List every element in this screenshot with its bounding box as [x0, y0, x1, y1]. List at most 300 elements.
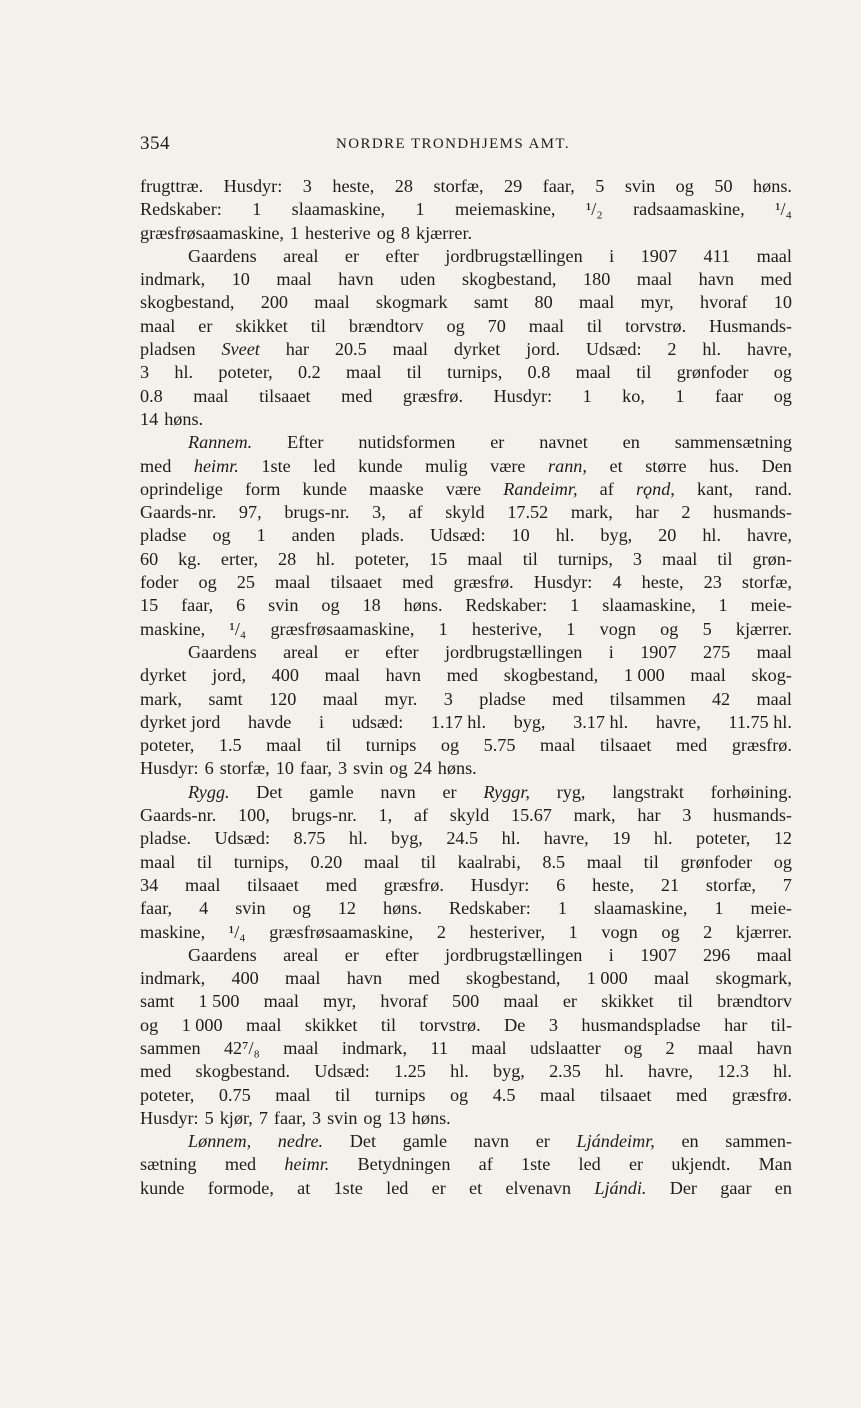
- word: efter: [385, 641, 419, 662]
- word: ¹/₂: [585, 199, 603, 220]
- word: 97,: [238, 502, 262, 523]
- word: ryg,: [556, 781, 586, 802]
- text-line: [140, 711, 792, 734]
- word: maal: [314, 292, 350, 313]
- word: 2: [665, 1037, 675, 1058]
- word: dyrket: [140, 665, 187, 686]
- word: 2: [436, 921, 446, 942]
- text-line: [140, 408, 792, 431]
- word: er: [442, 781, 457, 802]
- word: 19: [612, 828, 631, 849]
- word: 20: [658, 525, 677, 546]
- word: er: [198, 315, 213, 336]
- word: maal: [346, 362, 382, 383]
- word: Den: [761, 455, 792, 476]
- word: 20.5: [334, 339, 367, 360]
- word: af: [478, 1154, 493, 1175]
- word: maal: [539, 735, 576, 756]
- word: led: [313, 455, 336, 476]
- word: i: [608, 641, 614, 662]
- word: og: [661, 921, 680, 942]
- word: skikket: [304, 1014, 358, 1035]
- word: 1: [289, 222, 300, 243]
- word: 12: [337, 898, 356, 919]
- word: meiemaskine,: [454, 199, 556, 220]
- word: sammen-: [725, 1131, 792, 1152]
- word: torvstrø.: [625, 315, 687, 336]
- word: rand.: [755, 478, 792, 499]
- word: havn: [698, 269, 735, 290]
- running-title: NORDRE TRONDHJEMS AMT.: [336, 136, 571, 152]
- word: pladsen: [140, 339, 196, 360]
- word: meie-: [750, 898, 792, 919]
- word: pladse.: [140, 828, 192, 849]
- word: med: [446, 665, 479, 686]
- word: formode,: [207, 1177, 274, 1198]
- word: havre,: [648, 1061, 693, 1082]
- text-line: [140, 571, 792, 594]
- word: maal: [322, 688, 359, 709]
- word: tilsaaet: [330, 572, 382, 593]
- word: til: [636, 362, 652, 383]
- text-line: [140, 874, 792, 897]
- word: 400: [231, 968, 259, 989]
- word: grønfoder: [680, 851, 753, 872]
- word: samt: [208, 688, 243, 709]
- word: skikket: [235, 315, 288, 336]
- word: til: [326, 735, 342, 756]
- text-line: [140, 851, 792, 874]
- word: og: [623, 1037, 643, 1058]
- word: 1: [566, 618, 576, 639]
- word: Gaardens: [188, 245, 257, 266]
- word: maal: [756, 944, 792, 965]
- word: 411: [703, 245, 731, 266]
- word: uden: [400, 269, 436, 290]
- word: tilsaaet: [247, 874, 299, 895]
- word: til: [677, 991, 693, 1012]
- word: hl.: [450, 1061, 469, 1082]
- word: 50: [714, 176, 733, 196]
- word: svin: [624, 176, 656, 196]
- word: areal: [283, 641, 319, 662]
- word: 200: [260, 292, 289, 313]
- word: Gaardens: [188, 944, 257, 965]
- word: led: [578, 1154, 601, 1175]
- word: og: [140, 1014, 159, 1035]
- word: 2.35: [549, 1061, 581, 1082]
- word: af: [413, 805, 429, 826]
- word: poteter,: [696, 828, 751, 849]
- word: er: [344, 641, 359, 662]
- word: en: [774, 1177, 792, 1198]
- word: med: [675, 1084, 708, 1105]
- word: Husmands-: [709, 315, 792, 336]
- word: 1907: [640, 641, 677, 662]
- text-line: [140, 315, 792, 338]
- word: byg,: [493, 1061, 525, 1082]
- word: 80: [534, 292, 553, 313]
- word: jordbrugstællingen: [444, 944, 583, 965]
- word: maal: [528, 315, 565, 336]
- word: forhøining.: [710, 781, 792, 802]
- word: hl.: [316, 548, 335, 569]
- word: Rannem.: [188, 432, 253, 453]
- text-line: [140, 222, 792, 245]
- text-line: [140, 245, 792, 268]
- word: gaar: [720, 1177, 752, 1198]
- word: Redskaber:: [448, 898, 531, 919]
- word: har: [637, 805, 661, 826]
- word: maal: [140, 315, 176, 336]
- word: poteter,: [218, 362, 273, 383]
- word: hus.: [709, 455, 740, 476]
- word: dyrket jord: [140, 711, 221, 732]
- word: større: [645, 455, 687, 476]
- word: græsfrøsaamaskine,: [140, 222, 284, 243]
- word: De: [504, 1014, 526, 1035]
- word: 3: [312, 1107, 322, 1128]
- word: kjør,: [219, 1107, 253, 1128]
- word: 3: [443, 688, 453, 709]
- word: har: [285, 339, 309, 360]
- text-line: [140, 501, 792, 524]
- word: græsfrøsaamaskine,: [270, 618, 415, 639]
- word: 1: [582, 385, 592, 406]
- word: 1: [568, 921, 578, 942]
- word: faar,: [299, 758, 332, 779]
- word: maal: [283, 1037, 319, 1058]
- word: maal: [275, 572, 311, 593]
- word: hl.: [702, 525, 722, 546]
- word: poteter,: [140, 735, 195, 756]
- word: til: [406, 362, 422, 383]
- word: jordbrugstællingen: [444, 641, 583, 662]
- word: 21: [660, 874, 680, 895]
- word: 400: [271, 665, 299, 686]
- word: maal: [539, 1084, 576, 1105]
- word: torvstrø.: [419, 1014, 481, 1035]
- word: indmark,: [341, 1037, 408, 1058]
- word: 1: [675, 385, 685, 406]
- word: byg,: [513, 711, 546, 732]
- word: hl.: [555, 525, 575, 546]
- word: meie-: [750, 595, 792, 616]
- word: form: [244, 478, 281, 499]
- word: brugs-nr.: [284, 502, 350, 523]
- word: 7: [258, 1107, 268, 1128]
- body-text: [140, 175, 792, 1200]
- word: efter: [385, 944, 419, 965]
- word: er: [490, 432, 505, 453]
- word: være: [445, 478, 482, 499]
- word: pladse: [140, 525, 187, 546]
- word: byg,: [391, 828, 423, 849]
- word: i: [609, 245, 615, 266]
- word: tilsaaet: [599, 1084, 652, 1105]
- word: maal: [185, 874, 221, 895]
- word: en: [622, 432, 640, 453]
- word: turnips,: [447, 362, 503, 383]
- word: 25: [236, 572, 255, 593]
- text-line: [140, 781, 792, 804]
- word: Udsæd:: [214, 828, 271, 849]
- word: maal: [756, 245, 792, 266]
- word: og: [292, 898, 311, 919]
- word: 0.2: [298, 362, 321, 383]
- word: maal: [246, 1014, 282, 1035]
- word: og: [675, 176, 694, 196]
- word: kunde: [302, 478, 347, 499]
- word: Udsæd:: [429, 525, 486, 546]
- word: Gaards-nr.: [140, 805, 217, 826]
- word: havre,: [543, 828, 589, 849]
- word: faar,: [542, 176, 575, 196]
- word: erter,: [220, 548, 259, 569]
- word: husmands-: [713, 805, 792, 826]
- word: 0.8: [527, 362, 551, 383]
- word: slaamaskine,: [602, 595, 696, 616]
- word: samt: [140, 991, 175, 1012]
- word: hl.: [348, 828, 368, 849]
- word: 6: [236, 595, 246, 616]
- word: mark,: [570, 502, 613, 523]
- word: maal: [275, 1084, 311, 1105]
- word: 1.17 hl.: [430, 711, 486, 732]
- text-line: [140, 175, 792, 198]
- word: Redskaber:: [465, 595, 548, 616]
- word: jordbrugstællingen: [445, 245, 583, 266]
- word: gamle: [402, 1131, 448, 1152]
- word: og: [446, 315, 465, 336]
- word: samt: [473, 292, 509, 313]
- word: 8: [400, 222, 410, 243]
- word: 15: [140, 595, 159, 616]
- word: efter: [385, 245, 419, 266]
- word: med: [675, 735, 708, 756]
- word: Ljándi.: [594, 1177, 647, 1198]
- word: ¹/₄: [228, 921, 246, 942]
- word: 24.5: [446, 828, 479, 849]
- word: og: [198, 572, 217, 593]
- word: tilsaaet: [259, 385, 311, 406]
- word: hvoraf: [380, 991, 428, 1012]
- word: høns.: [403, 595, 443, 616]
- word: 180: [583, 269, 611, 290]
- word: sammensætning: [674, 432, 792, 453]
- text-line: [140, 1107, 792, 1130]
- word: faar: [714, 385, 744, 406]
- word: og: [440, 735, 460, 756]
- word: med: [140, 455, 172, 476]
- word: 2: [667, 339, 677, 360]
- word: navnet: [539, 432, 588, 453]
- word: 34: [140, 874, 159, 895]
- word: 1.25: [394, 1061, 426, 1082]
- word: høns.: [437, 758, 477, 779]
- word: 4: [612, 572, 622, 593]
- word: med: [341, 385, 373, 406]
- word: 1ste: [333, 1177, 363, 1198]
- word: 15.67: [510, 805, 552, 826]
- text-line: [140, 1153, 792, 1176]
- word: Man: [758, 1154, 792, 1175]
- word: havn: [756, 1037, 792, 1058]
- word: med: [224, 1154, 257, 1175]
- word: heste,: [332, 176, 375, 196]
- word: har: [724, 1014, 748, 1035]
- word: maal: [285, 968, 321, 989]
- word: maal: [578, 292, 615, 313]
- word: kunde: [140, 1177, 185, 1198]
- word: med: [552, 688, 584, 709]
- word: heimr.: [284, 1154, 330, 1175]
- word: med: [408, 968, 440, 989]
- word: Husdyr:: [533, 572, 593, 593]
- word: med: [325, 874, 357, 895]
- word: svin: [327, 1107, 358, 1128]
- word: udslaatter: [529, 1037, 601, 1058]
- text-line: [140, 338, 792, 361]
- word: husmands-: [713, 502, 792, 523]
- word: vogn: [599, 618, 636, 639]
- word: mark,: [573, 805, 616, 826]
- word: radsaamaskine,: [633, 199, 745, 220]
- word: 1907: [640, 245, 678, 266]
- word: Ryggr,: [483, 781, 530, 802]
- word: er: [535, 1131, 550, 1152]
- word: græsfrø.: [453, 572, 514, 593]
- word: gamle: [309, 781, 354, 802]
- word: Udsæd:: [314, 1061, 370, 1082]
- word: en: [681, 1131, 699, 1152]
- word: Det: [256, 781, 283, 802]
- word: heimr.: [193, 455, 239, 476]
- word: Husdyr:: [223, 176, 283, 196]
- word: 0.75: [218, 1084, 251, 1105]
- word: hesterive: [305, 222, 371, 243]
- word: 18: [362, 595, 381, 616]
- word: 5: [702, 618, 712, 639]
- word: byg,: [600, 525, 633, 546]
- word: 1: [256, 525, 266, 546]
- word: 1 000: [623, 665, 665, 686]
- word: Husdyr:: [493, 385, 553, 406]
- word: 8.75: [293, 828, 326, 849]
- word: maal: [392, 339, 428, 360]
- word: og: [773, 385, 792, 406]
- word: 3: [682, 805, 692, 826]
- word: Der: [669, 1177, 697, 1198]
- word: havn: [385, 665, 422, 686]
- word: plads.: [361, 525, 405, 546]
- text-line: [140, 944, 792, 967]
- word: svin: [353, 758, 384, 779]
- word: 10: [231, 269, 250, 290]
- word: kjærrer.: [735, 618, 792, 639]
- word: græsfrø.: [402, 385, 463, 406]
- word: sætning: [140, 1154, 197, 1175]
- word: er: [628, 1154, 644, 1175]
- word: havre,: [747, 525, 792, 546]
- word: poteter,: [354, 548, 410, 569]
- word: maaske: [369, 478, 424, 499]
- word: 1: [438, 618, 448, 639]
- word: ukjendt.: [671, 1154, 731, 1175]
- word: dyrket: [453, 339, 501, 360]
- word: skyld: [445, 502, 485, 523]
- word: af: [408, 502, 423, 523]
- word: græsfrø.: [731, 735, 792, 756]
- word: 3: [140, 362, 150, 383]
- word: brændtorv: [348, 315, 424, 336]
- word: 12: [773, 828, 792, 849]
- word: 296: [702, 944, 731, 965]
- word: 23: [703, 572, 722, 593]
- word: har: [635, 502, 659, 523]
- word: mulig: [425, 455, 468, 476]
- word: 10: [511, 525, 530, 546]
- word: areal: [283, 245, 319, 266]
- word: maal: [471, 1037, 507, 1058]
- text-line: [140, 268, 792, 291]
- word: svin: [235, 898, 266, 919]
- word: Betydningen: [357, 1154, 451, 1175]
- text-line: [140, 291, 792, 314]
- text-line: [140, 688, 792, 711]
- word: maal: [756, 688, 792, 709]
- word: 6: [204, 758, 214, 779]
- word: græsfrø.: [731, 1084, 792, 1105]
- word: kg.: [178, 548, 201, 569]
- word: og: [389, 758, 408, 779]
- word: heste,: [641, 572, 684, 593]
- word: 1: [718, 595, 728, 616]
- word: 1: [415, 199, 425, 220]
- word: tilsaaet: [599, 735, 652, 756]
- word: til: [717, 548, 733, 569]
- word: ¹/₄: [229, 618, 247, 639]
- word: 0.20: [310, 851, 343, 872]
- word: turnips,: [233, 851, 289, 872]
- word: nedre.: [277, 1131, 324, 1152]
- word: grøn-: [752, 548, 792, 569]
- word: 1: [714, 898, 724, 919]
- word: ¹/₄: [775, 199, 792, 220]
- word: faar,: [181, 595, 214, 616]
- word: høns.: [411, 1107, 451, 1128]
- word: areal: [283, 944, 319, 965]
- word: maal: [324, 665, 360, 686]
- word: kjærrer.: [415, 222, 473, 243]
- text-line: [140, 1130, 792, 1153]
- word: hl.: [702, 339, 722, 360]
- word: langstrakt: [612, 781, 684, 802]
- word: 3,: [372, 502, 386, 523]
- word: maskine,: [140, 921, 206, 942]
- word: i: [319, 711, 325, 732]
- word: ko,: [622, 385, 645, 406]
- word: 1: [557, 898, 567, 919]
- text-line: [140, 804, 792, 827]
- text-line: [140, 455, 792, 478]
- text-line: [140, 431, 792, 454]
- word: skogbestand.: [195, 1061, 291, 1082]
- word: kaalrabi,: [457, 851, 521, 872]
- word: skogbestand,: [465, 968, 561, 989]
- word: høns.: [753, 176, 792, 196]
- word: Sveet: [221, 339, 260, 360]
